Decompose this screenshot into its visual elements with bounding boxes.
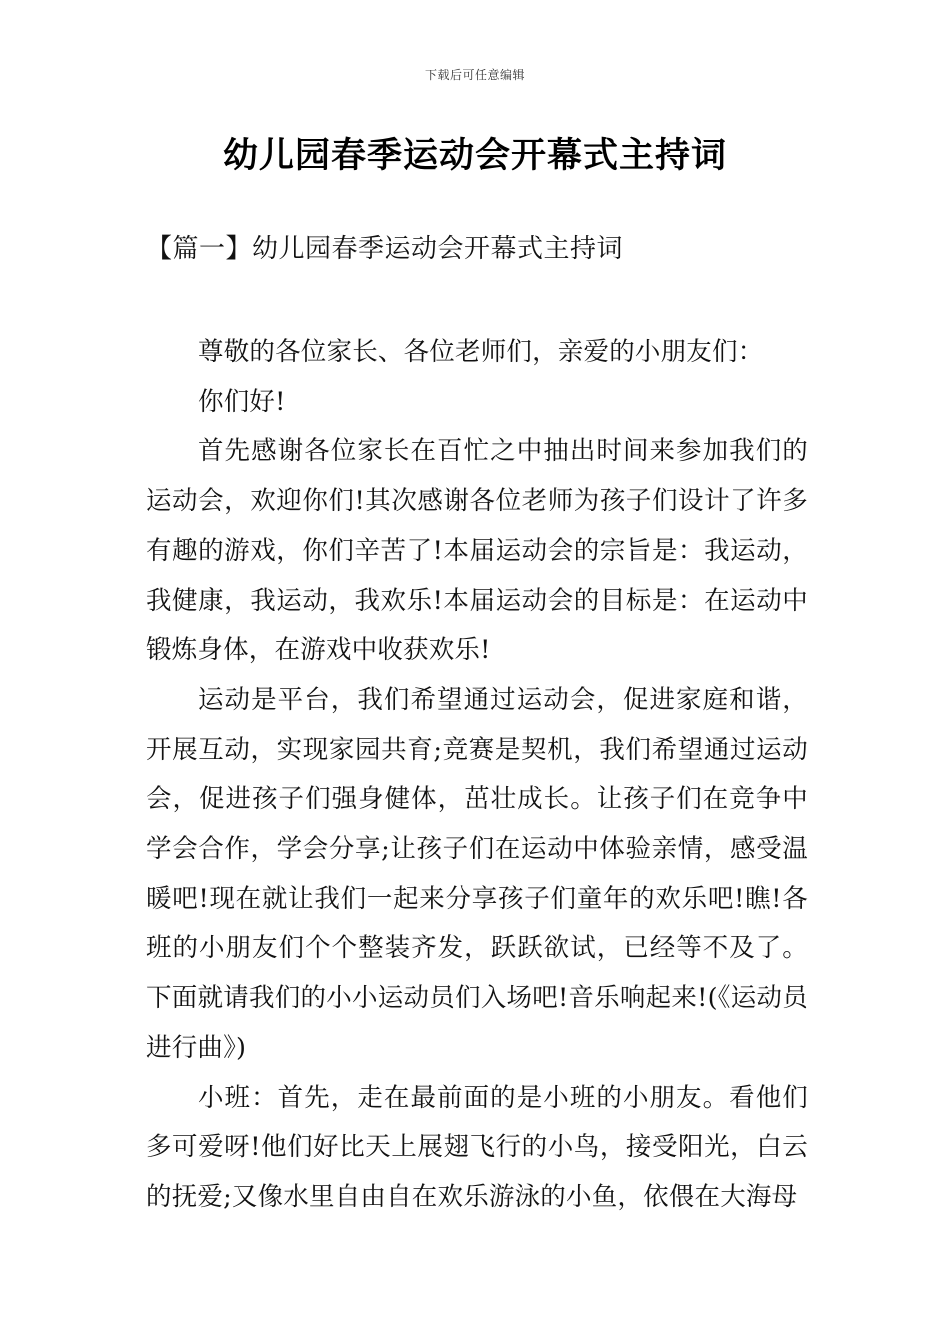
body-text bbox=[146, 328, 808, 1223]
section-heading: 【篇一】幼儿园春季运动会开幕式主持词 bbox=[146, 234, 624, 264]
paragraph-small-class: 小班：首先，走在最前面的是小班的小朋友。看他们多可爱呀!他们好比天上展翅飞行的小鸟，接受阳光，白云的抚爱;又像水里自由自在欢乐游泳的小鱼，依偎在大海母 bbox=[146, 1082, 808, 1212]
paragraph-hello: 你们好! bbox=[198, 386, 286, 417]
paragraph-thanks: 首先感谢各位家长在百忙之中抽出时间来参加我们的运动会，欢迎你们!其次感谢各位老师为孩子们设计了许多有趣的游戏，你们辛苦了!本届运动会的宗旨是：我运动，我健康，我运动，我欢乐!本届运动会的目标是：在运动中锻炼身体，在游戏中收获欢乐! bbox=[146, 436, 808, 666]
paragraph-purpose: 运动是平台，我们希望通过运动会，促进家庭和谐，开展互动，实现家园共育;竞赛是契机，我们希望通过运动会，促进孩子们强身健体，茁壮成长。让孩子们在竞争中学会合作，学会分享;让孩子们在运动中体验亲情，感受温暖吧!现在就让我们一起来分享孩子们童年的欢乐吧!瞧!各班的小朋友们个个整装齐发，跃跃欲试，已经等不及了。下面就请我们的小小运动员们入场吧!音乐响起来!(《运动员进行曲》) bbox=[146, 684, 808, 1063]
paragraph-greeting: 尊敬的各位家长、各位老师们，亲爱的小朋友们： bbox=[198, 337, 764, 367]
document-title: 幼儿园春季运动会开幕式主持词 bbox=[222, 136, 727, 176]
header-note: 下载后可任意编辑 bbox=[424, 68, 525, 82]
